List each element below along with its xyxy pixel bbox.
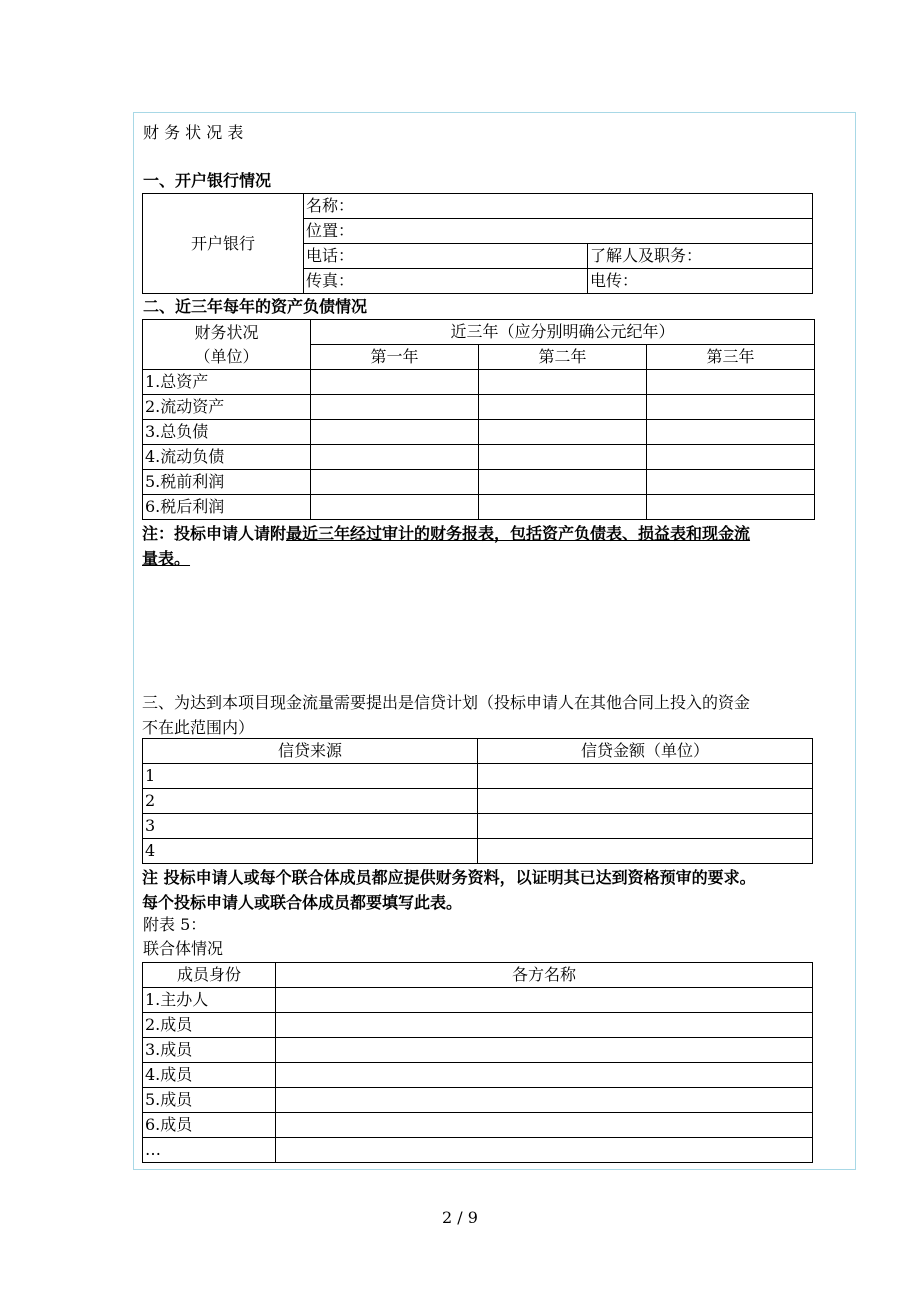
section2-note-underlined-cont: 量表。: [142, 549, 191, 568]
table-cell[interactable]: [311, 495, 479, 520]
table-row-label: 1.主办人: [143, 988, 276, 1013]
table-row-label: 3.总负债: [143, 420, 311, 445]
section3-heading-line2: 不在此范围内）: [142, 718, 255, 737]
financial-status-header: [143, 320, 311, 370]
bank-telex-label: 电传：: [588, 269, 813, 294]
table-row-label: 5.成员: [143, 1088, 276, 1113]
bank-name-label: 名称：: [304, 194, 813, 219]
table-cell[interactable]: [647, 445, 815, 470]
appendix-title: 联合体情况: [143, 939, 224, 958]
member-role-header: 成员身份: [143, 963, 276, 988]
assets-liabilities-table: [142, 319, 815, 520]
table-row-label: 4: [143, 839, 478, 864]
table-cell[interactable]: [479, 495, 647, 520]
financial-status-header-line1: 财务状况: [194, 322, 259, 342]
table-cell[interactable]: [479, 420, 647, 445]
table-cell[interactable]: [479, 395, 647, 420]
section3-note-line2: 每个投标申请人或联合体成员都要填写此表。: [142, 893, 463, 912]
table-cell[interactable]: [647, 470, 815, 495]
table-cell[interactable]: [311, 470, 479, 495]
financial-status-header-line2: （单位）: [194, 346, 259, 366]
table-row-label: 6.成员: [143, 1113, 276, 1138]
section3-note-line1: 注 投标申请人或每个联合体成员都应提供财务资料，以证明其已达到资格预审的要求。: [142, 868, 756, 887]
table-cell[interactable]: [311, 395, 479, 420]
bank-location-label: 位置：: [304, 219, 813, 244]
section3-note: [142, 865, 856, 915]
bank-phone-label: 电话：: [304, 244, 588, 269]
table-cell[interactable]: [311, 445, 479, 470]
consortium-table: [142, 962, 813, 1163]
table-cell[interactable]: [311, 420, 479, 445]
table-cell[interactable]: [276, 988, 813, 1013]
section2-note-underlined: 最近三年经过审计的财务报表，包括资产负债表、损益表和现金流: [286, 524, 751, 543]
table-cell[interactable]: [479, 445, 647, 470]
bank-label: 开户银行: [143, 194, 304, 294]
year-header: 第二年: [479, 345, 647, 370]
page-title: 财 务 状 况 表: [143, 123, 244, 142]
table-cell[interactable]: [479, 470, 647, 495]
table-cell[interactable]: [647, 370, 815, 395]
table-row-label: 4.成员: [143, 1063, 276, 1088]
table-row-label: 3: [143, 814, 478, 839]
table-cell[interactable]: [478, 814, 813, 839]
bank-contact-label: 了解人及职务：: [588, 244, 813, 269]
table-cell[interactable]: [276, 1138, 813, 1163]
section2-heading: 二、近三年每年的资产负债情况: [143, 297, 368, 316]
credit-plan-table: [142, 738, 813, 864]
credit-source-header: 信贷来源: [143, 739, 478, 764]
table-cell[interactable]: [276, 1113, 813, 1138]
table-cell[interactable]: [647, 395, 815, 420]
years-header: 近三年（应分别明确公元纪年）: [311, 320, 815, 345]
table-row-label: 5.税前利润: [143, 470, 311, 495]
table-row-label: 1: [143, 764, 478, 789]
table-cell[interactable]: [276, 1063, 813, 1088]
table-row-label: 2.成员: [143, 1013, 276, 1038]
table-row-label: 3.成员: [143, 1038, 276, 1063]
table-row-label: 6.税后利润: [143, 495, 311, 520]
year-header: 第一年: [311, 345, 479, 370]
table-cell[interactable]: [276, 1038, 813, 1063]
table-row-label: 4.流动负债: [143, 445, 311, 470]
section2-note: [142, 521, 852, 571]
section1-heading: 一、开户银行情况: [143, 171, 272, 190]
table-cell[interactable]: [647, 495, 815, 520]
bank-info-table: [142, 193, 813, 294]
section3-heading-line1: 三、为达到本项目现金流量需要提出是信贷计划（投标申请人在其他合同上投入的资金: [142, 693, 751, 712]
section3-heading: [142, 690, 856, 740]
appendix-label: 附表 5：: [143, 915, 207, 934]
table-cell[interactable]: [478, 839, 813, 864]
table-cell[interactable]: [276, 1013, 813, 1038]
table-cell[interactable]: [311, 370, 479, 395]
table-row-label: …: [143, 1138, 276, 1163]
section2-note-prefix: 注：投标申请人请附: [142, 524, 287, 543]
table-row-label: 1.总资产: [143, 370, 311, 395]
bank-fax-label: 传真：: [304, 269, 588, 294]
page-number: 2 / 9: [442, 1208, 478, 1227]
year-header: 第三年: [647, 345, 815, 370]
table-row-label: 2.流动资产: [143, 395, 311, 420]
table-cell[interactable]: [478, 789, 813, 814]
credit-amount-header: 信贷金额（单位）: [478, 739, 813, 764]
member-names-header: 各方名称: [276, 963, 813, 988]
table-cell[interactable]: [479, 370, 647, 395]
table-cell[interactable]: [647, 420, 815, 445]
table-cell[interactable]: [276, 1088, 813, 1113]
table-cell[interactable]: [478, 764, 813, 789]
table-row-label: 2: [143, 789, 478, 814]
